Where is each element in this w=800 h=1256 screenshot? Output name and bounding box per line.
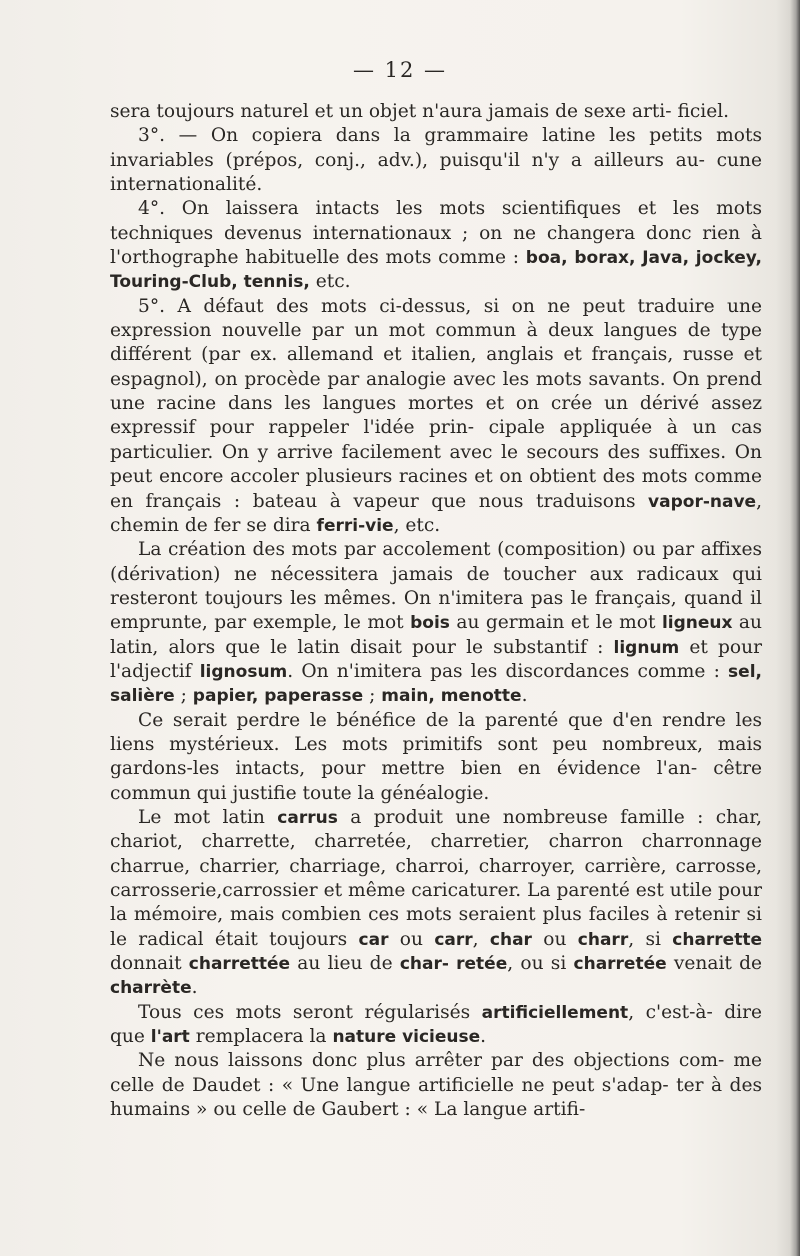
text-run: donnait <box>110 953 189 975</box>
text-run: remplacera la <box>189 1026 333 1048</box>
text-run: sera toujours naturel et un objet n'aura jamais de sexe arti- ficiel. <box>110 101 730 122</box>
bold-term: char <box>489 929 532 950</box>
text-run: , etc. <box>393 514 441 536</box>
paragraph-p2 <box>110 124 762 197</box>
bold-term: lignum <box>613 637 680 658</box>
bold-term: nature vicieuse <box>332 1027 481 1048</box>
text-run: ; <box>363 685 382 707</box>
text-run: , <box>472 928 490 950</box>
bold-term: charr <box>577 929 629 950</box>
text-run: et pour l'adjectif <box>110 636 762 682</box>
text-run: La création des mots par accolement (composition) ou par affixes (dérivation) ne nécessitera jamais de toucher aux radicaux qui resteront toujours les mêmes. On n'imitera pas le français, quand il emprunte, par exemple, le mot <box>110 539 762 634</box>
text-run: Le mot latin <box>138 806 278 828</box>
text-run: au lieu de <box>290 953 400 975</box>
bold-term: carr <box>434 929 473 950</box>
paragraph-p8 <box>110 1001 762 1050</box>
bold-term: ferri-vie <box>316 515 394 536</box>
text-run: Ne nous laissons donc plus arrêter par des objections com- me celle de Daudet : « Une langue artificielle ne peut s'adap- ter à des humains » ou celle de Gaubert : « La langue artifi- <box>110 1050 762 1121</box>
text-run: , ou si <box>507 953 574 975</box>
page-edge-shadow <box>790 0 800 1256</box>
paragraph-p9 <box>110 1049 762 1122</box>
text-run: 3°. — On copiera dans la grammaire latine les petits mots invariables (prépos, conj., adv.), puisqu'il n'y a ailleurs au- cune internationalité. <box>110 125 762 196</box>
paragraph-p7 <box>110 806 762 1001</box>
text-run: , c'est-à- dire que <box>110 1001 762 1048</box>
text-run: 4°. On laissera intacts les mots scientifiques et les mots techniques devenus internationaux ; on ne changera donc rien à l'orthographe habituelle des mots comme : <box>110 198 762 269</box>
paragraph-p5 <box>110 538 762 708</box>
text-run: , si <box>628 928 673 950</box>
text-run: . <box>521 685 528 707</box>
paragraph-p1 <box>110 100 762 124</box>
paragraph-p4 <box>110 295 762 538</box>
bold-term: bois <box>410 613 450 634</box>
text-run: . <box>191 977 198 999</box>
bold-term: l'art <box>150 1027 190 1048</box>
text-run: , chemin de fer se dira <box>110 490 762 536</box>
text-run: ou <box>531 928 578 950</box>
paragraph-p3 <box>110 197 762 294</box>
bold-term: sel, salière <box>110 661 762 707</box>
text-run: Tous ces mots seront régularisés <box>138 1001 482 1023</box>
paragraph-p6 <box>110 709 762 806</box>
page-number: — 12 — <box>352 58 448 82</box>
text-run: venait de <box>666 953 763 975</box>
text-run: etc. <box>309 271 351 293</box>
text-run: 5°. A défaut des mots ci-dessus, si on ne peut traduire une expression nouvelle par un mot commun à deux langues de type différent (par ex. allemand et italien, anglais et français, russe et espagnol), on procède par analogie avec les mots savants. On prend une racine dans les langues mortes et on crée un dérivé assez expressif pour rappeler l'idée prin- cipale appliquée à un cas particulier. On y arrive facilement avec le secours des suffixes. On peut encore accoler plusieurs racines et on obtient des mots comme en français : bateau à vapeur que nous traduisons <box>110 295 762 512</box>
bold-term: charrette <box>672 929 762 950</box>
text-run: . On n'imitera pas les discordances comme : <box>287 660 729 682</box>
bold-term: papier, paperasse <box>192 686 364 707</box>
text-run: au germain et le mot <box>449 612 662 634</box>
bold-term: car <box>358 929 389 950</box>
text-run: Ce serait perdre le bénéfice de la parenté que d'en rendre les liens mystérieux. Les mots primitifs sont peu nombreux, mais gardons-les intacts, pour mettre bien en évidence l'an- cêtre commun qui justifie toute la généalogie. <box>110 709 762 804</box>
bold-term: main, menotte <box>381 686 522 707</box>
body-text <box>110 100 762 1122</box>
bold-term: carrus <box>277 807 338 828</box>
bold-term: artificiellement <box>481 1002 629 1023</box>
bold-term: lignosum <box>199 661 288 682</box>
bold-term: charretée <box>573 954 667 975</box>
bold-term: vapor-nave <box>648 491 757 512</box>
bold-term: ligneux <box>661 613 733 634</box>
bold-term: boa, borax, Java, jockey, Touring-Club, tennis, <box>110 248 762 293</box>
bold-term: char- retée <box>399 954 508 975</box>
text-run: ou <box>388 928 435 950</box>
bold-term: charrète <box>110 978 192 999</box>
text-run: au latin, alors que le latin disait pour le substantif : <box>110 612 762 658</box>
text-run: . <box>480 1026 487 1048</box>
text-run: a produit une nombreuse famille : char, chariot, charrette, charretée, charretier, charron charronnage charrue, charrier, charriage, charroi, charroyer, carrière, carrosse, carrosserie,carrossier et même caricaturer. La parenté est utile pour la mémoire, mais combien ces mots seraient plus faciles à retenir si le radical était toujours <box>110 806 762 950</box>
bold-term: charrettée <box>188 954 291 975</box>
text-run: ; <box>174 685 193 707</box>
